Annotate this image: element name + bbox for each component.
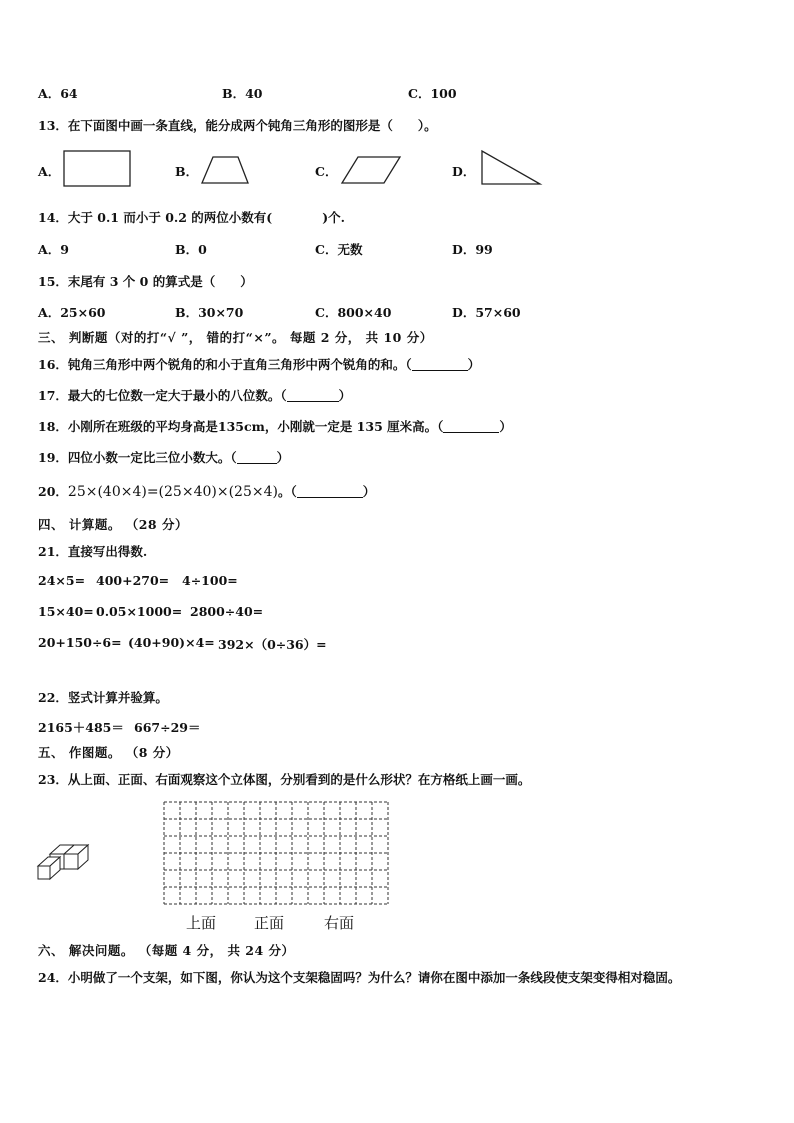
q15-option-a: A．25×60 <box>38 305 106 320</box>
grid-label-right: 右面 <box>324 914 355 932</box>
q19-answer-blank[interactable] <box>237 451 277 464</box>
q15-option-c: C．800×40 <box>315 305 392 320</box>
q19-close: ） <box>276 450 290 465</box>
q21-item: 392×（0÷36）= <box>218 637 327 652</box>
q14-option-a: A．9 <box>38 242 69 257</box>
q20-number: 20． <box>38 484 68 499</box>
grid-label-front: 正面 <box>254 914 285 932</box>
right-triangle-figure <box>478 148 544 188</box>
q18 <box>38 417 512 435</box>
q18-close: ） <box>499 419 512 434</box>
q16-close: ） <box>467 357 481 372</box>
grid-label-top: 上面 <box>186 914 217 932</box>
q14-stem-end: )个. <box>322 210 345 225</box>
grid-paper[interactable] <box>162 800 392 906</box>
q13-label-a: A． <box>38 164 61 179</box>
q22-item: 2165＋485＝ <box>38 720 124 735</box>
q23-stem: 23．从上面、正面、右面观察这个立体图，分别看到的是什么形状？在方格纸上画一画。 <box>38 772 531 787</box>
section4-heading: 四、 计算题。 （28 分） <box>38 517 188 532</box>
q15-option-d: D．57×60 <box>452 305 521 320</box>
q12-option-b: B．40 <box>222 86 263 101</box>
q20-expression: 25×(40×4)=(25×40)×(25×4) <box>67 484 278 500</box>
parallelogram-figure <box>340 154 404 186</box>
q14-option-b: B．0 <box>175 242 207 257</box>
q16-text: 16．钝角三角形中两个锐角的和小于直角三角形中两个锐角的和。（ <box>38 357 412 372</box>
q15-option-b: B．30×70 <box>175 305 244 320</box>
q21-item: 15×40= <box>38 604 94 619</box>
q22-item: 667÷29＝ <box>134 720 201 735</box>
q13-stem: 13．在下面图中画一条直线，能分成两个钝角三角形的图形是（ ）。 <box>38 118 437 133</box>
q13-label-b: B． <box>175 164 199 179</box>
q12-option-c: C．100 <box>408 86 457 101</box>
q17-text: 17．最大的七位数一定大于最小的八位数。（ <box>38 388 287 403</box>
section5-heading: 五、 作图题。 （8 分） <box>38 745 179 760</box>
q14-option-c: C．无数 <box>315 242 363 257</box>
q21-item: 20+150÷6= <box>38 635 122 650</box>
q17-answer-blank[interactable] <box>287 389 339 402</box>
q14-stem <box>38 208 345 226</box>
q20-close: ） <box>362 484 376 499</box>
q16-answer-blank[interactable] <box>412 358 468 371</box>
q14-stem-start: 14．大于 0.1 而小于 0.2 的两位小数有( <box>38 210 273 225</box>
q21-stem: 21．直接写出得数. <box>38 544 148 559</box>
q15-stem: 15．末尾有 3 个 0 的算式是（ ） <box>38 274 253 289</box>
q17-close: ） <box>338 388 352 403</box>
q21-item: 24×5= <box>38 573 86 588</box>
q13-label-d: D． <box>452 164 476 179</box>
q21-item: 400+270= <box>96 573 170 588</box>
q21-item: 0.05×1000= <box>96 604 183 619</box>
q14-option-d: D．99 <box>452 242 493 257</box>
q21-item: 2800÷40= <box>190 604 264 619</box>
section6-heading: 六、 解决问题。 （每题 4 分， 共 24 分） <box>38 943 295 958</box>
q18-text: 18．小刚所在班级的平均身高是135cm，小刚就一定是 135 厘米高。（ <box>38 419 444 434</box>
q20 <box>38 482 375 500</box>
q19 <box>38 448 289 466</box>
q13-label-c: C． <box>315 164 338 179</box>
q12-option-a: A．64 <box>38 86 78 101</box>
q21-item: 4÷100= <box>182 573 238 588</box>
q20-tail: 。（ <box>277 484 297 499</box>
q17 <box>38 386 351 404</box>
q18-answer-blank[interactable] <box>443 420 499 433</box>
trapezoid-figure <box>200 154 252 186</box>
cube-stack-figure <box>36 842 90 882</box>
rectangle-figure <box>62 148 134 190</box>
q21-item: (40+90)×4= <box>128 635 215 650</box>
q16 <box>38 355 480 373</box>
q20-answer-blank[interactable] <box>297 485 363 498</box>
q24-stem: 24．小明做了一个支架，如下图，你认为这个支架稳固吗？为什么？请你在图中添加一条线段使支架变得相对稳固。 <box>38 970 681 985</box>
section3-heading: 三、 判断题（对的打“√ ”， 错的打“×”。 每题 2 分， 共 10 分） <box>38 330 433 345</box>
q22-stem: 22．竖式计算并验算。 <box>38 690 168 705</box>
q19-text: 19．四位小数一定比三位小数大。（ <box>38 450 237 465</box>
